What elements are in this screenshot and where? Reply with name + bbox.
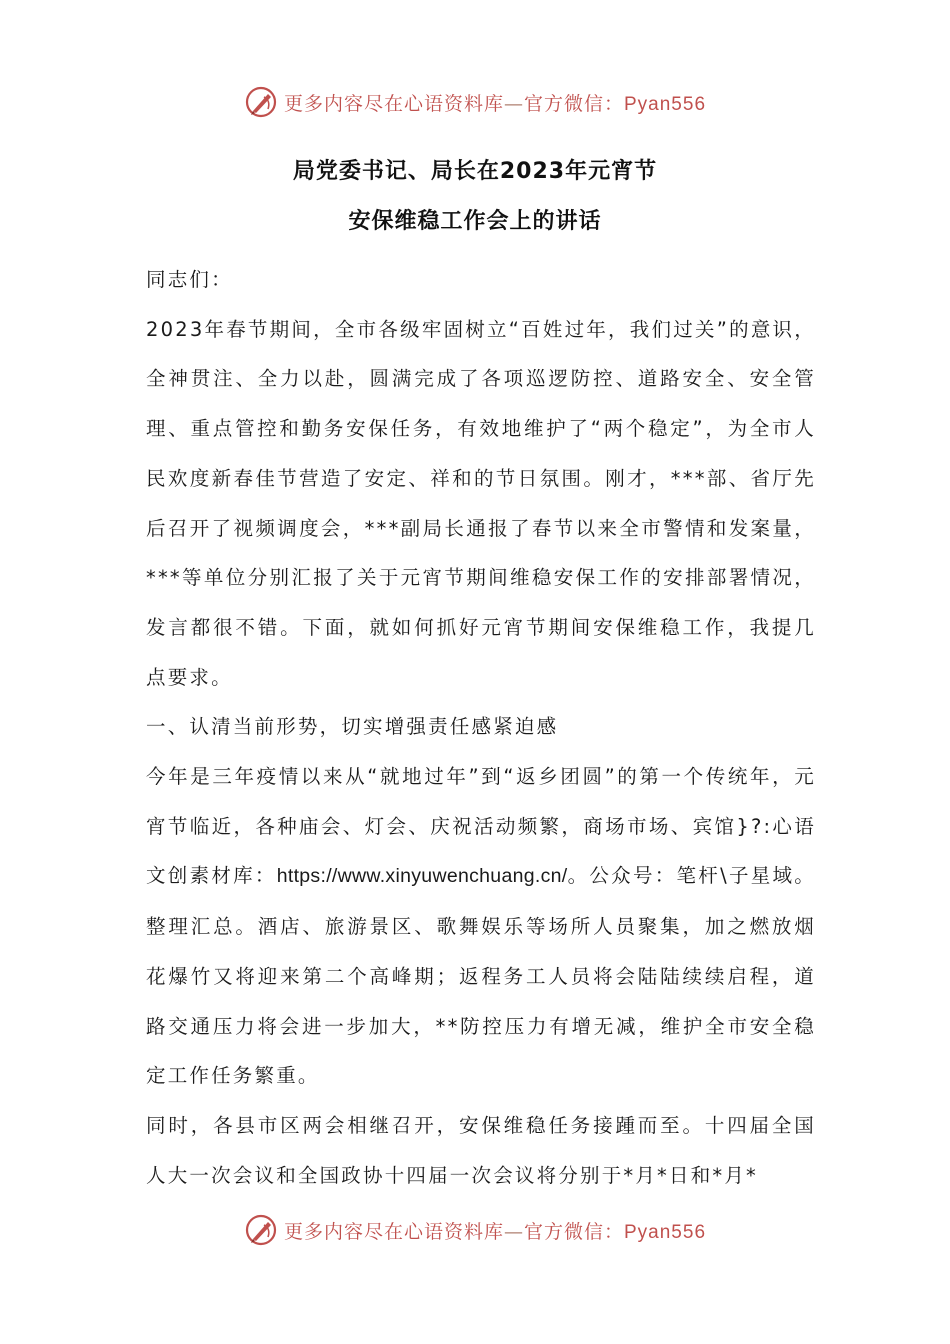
section-heading-1: 一、认清当前形势，切实增强责任感紧迫感	[146, 715, 559, 739]
header-watermark	[0, 82, 950, 122]
watermark-text: 更多内容尽在心语资料库—官方微信：Pyan556	[283, 92, 707, 115]
salutation: 同志们：	[146, 268, 233, 291]
paragraph-2	[146, 752, 816, 1101]
quill-pen-logo-icon	[244, 1213, 278, 1247]
paragraph-2-text-a: 今年是三年疫情以来从“就地过年”到“返乡团圆”的第一个传统年，元宵节临近，各种庙会、灯会、庆祝活动频繁，商场市场、宾馆}?:心语文创素材库：	[146, 765, 816, 888]
document-title-line-2: 安保维稳工作会上的讲话	[348, 209, 602, 234]
paragraph-1: 2023年春节期间，全市各级牢固树立“百姓过年，我们过关”的意识，全神贯注、全力以赴，圆满完成了各项巡逻防控、道路安全、安全管理、重点管控和勤务安保任务，有效地维护了“两个稳定”，为全市人民欢度新春佳节营造了安定、祥和的节日氛围。刚才，***部、省厅先后召开了视频调度会，***副局长通报了春节以来全市警情和发案量，***等单位分别汇报了关于元宵节期间维稳安保工作的安排部署情况，发言都很不错。下面，就如何抓好元宵节期间安保维稳工作，我提几点要求。	[146, 317, 816, 689]
document-body	[146, 255, 816, 1200]
paragraph-2-text-b: 。公众号：笔杆\子星域。整理汇总。酒店、旅游景区、歌舞娱乐等场所人员聚集，加之燃放烟花爆竹又将迎来第二个高峰期；返程务工人员将会陆陆续续启程，道路交通压力将会进一步加大，**防控压力有增无减，维护全市安全稳定工作任务繁重。	[146, 864, 816, 1088]
document-title-line-1: 局党委书记、局长在2023年元宵节	[292, 159, 658, 184]
paragraph-3: 同时，各县市区两会相继召开，安保维稳任务接踵而至。十四届全国人大一次会议和全国政协十四届一次会议将分别于*月*日和*月*	[146, 1113, 816, 1187]
source-url: https://www.xinyuwenchuang.cn/	[276, 865, 568, 888]
quill-pen-logo-icon	[244, 85, 278, 119]
watermark-text: 更多内容尽在心语资料库—官方微信：Pyan556	[283, 1220, 707, 1243]
footer-watermark	[0, 1210, 950, 1250]
